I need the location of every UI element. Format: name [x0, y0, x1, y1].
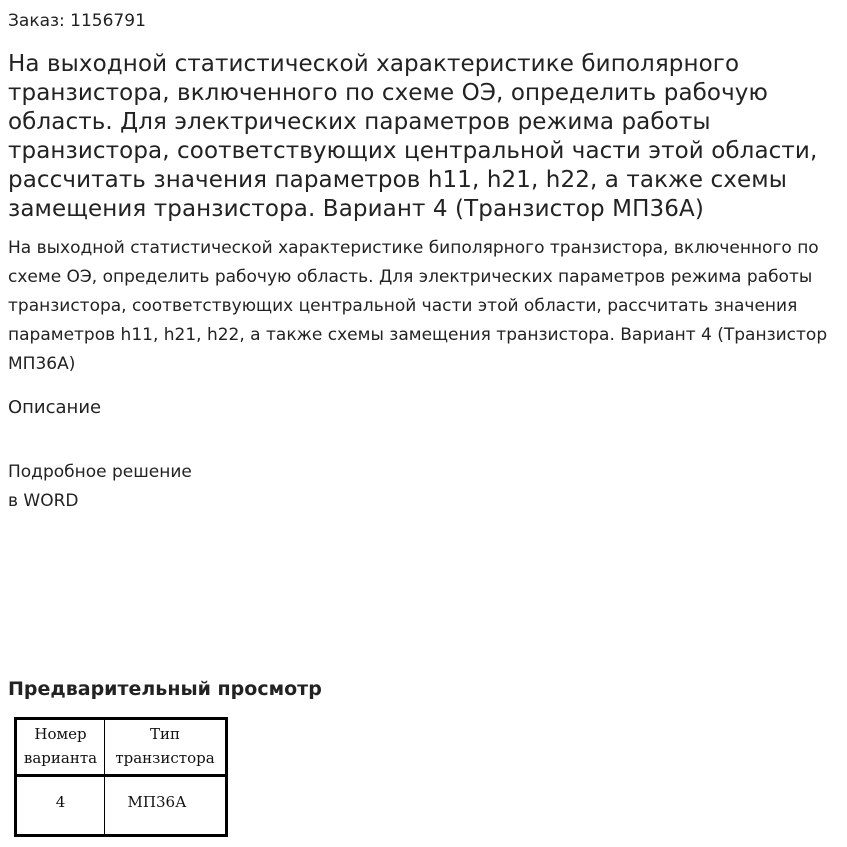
table-header-variant	[17, 722, 104, 770]
table-cell-type: МП36А	[127, 793, 187, 811]
preview-heading: Предварительный просмотр	[8, 678, 322, 700]
table-header-type	[105, 722, 225, 770]
header-variant-line1: Номер	[34, 725, 87, 743]
preview-image[interactable]	[14, 717, 228, 837]
table-divider-horizontal	[17, 774, 225, 777]
header-type-line2: транзистора	[115, 749, 215, 767]
page-title: На выходной статистической характеристике биполярного транзистора, включенного по схеме ОЭ, определить рабочую область. Для электрических параметров режима работы транзистора, соответствующих центральной части этой области, рассчитать значения параметров h11, h21, h22, а также схемы замещения транзистора. Вариант 4 (Транзистор МП36А)	[8, 51, 818, 222]
solution-line-1: Подробное решение	[8, 462, 192, 482]
task-description: На выходной статистической характеристике биполярного транзистора, включенного по схеме ОЭ, определить рабочую область. Для электрических параметров режима работы транзистора, соответствующих центральной части этой области, рассчитать значения параметров h11, h21, h22, а также схемы замещения транзистора. Вариант 4 (Транзистор МП36А)	[8, 238, 828, 374]
solution-line-2: в WORD	[8, 491, 79, 511]
order-number: Заказ: 1156791	[8, 11, 146, 31]
solution-note	[8, 458, 268, 516]
description-label: Описание	[8, 397, 102, 418]
header-type-line1: Тип	[150, 725, 180, 743]
order-page	[8, 0, 838, 811]
header-variant-line2: варианта	[23, 749, 98, 767]
table-cell-variant: 4	[55, 793, 66, 811]
